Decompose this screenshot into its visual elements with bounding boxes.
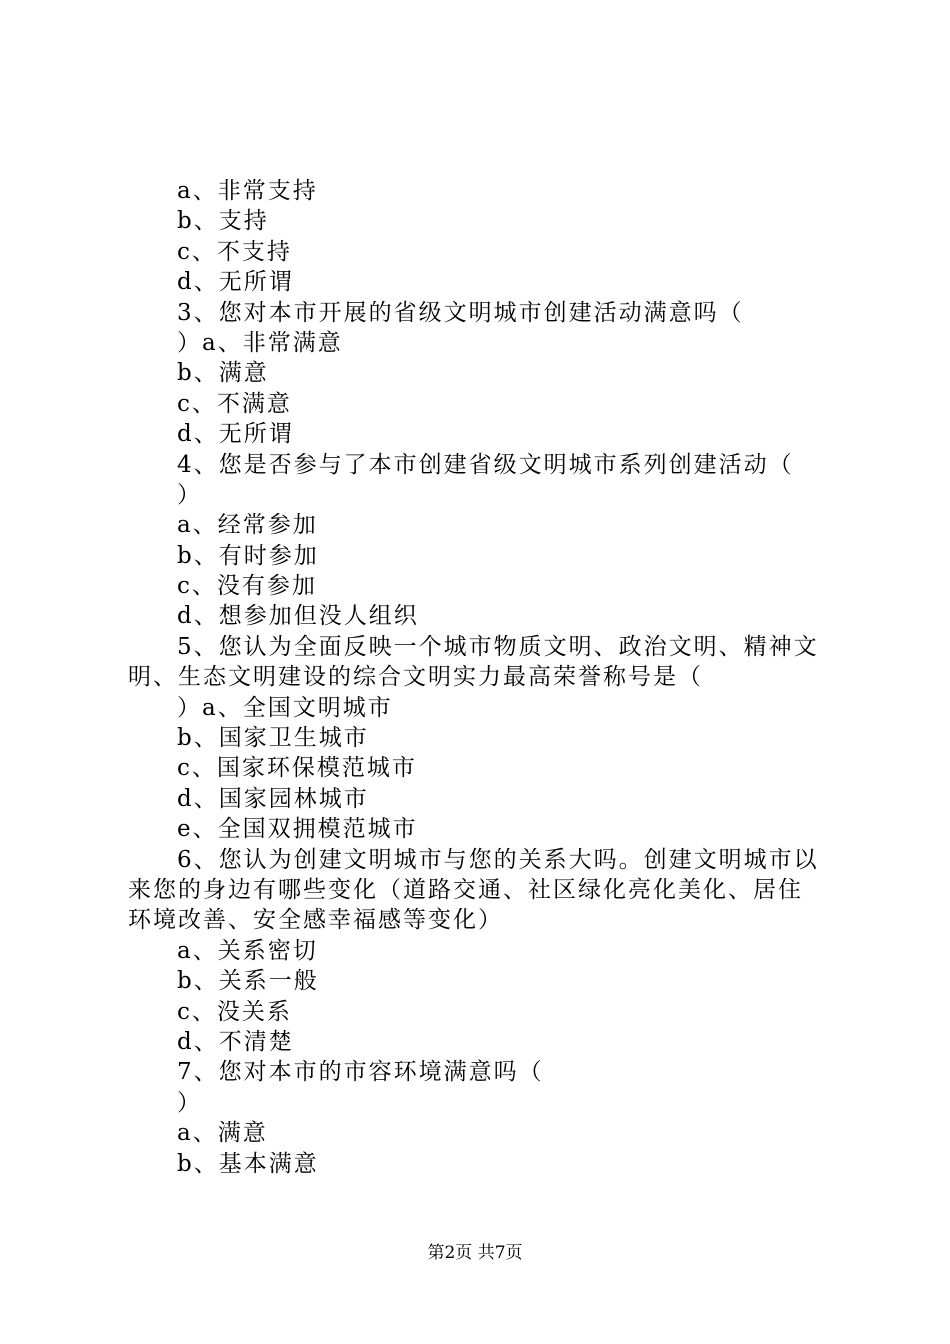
page-footer: 第2页 共7页 [427, 1243, 523, 1263]
text-line: b、有时参加 [177, 542, 319, 569]
text-line: d、无所谓 [177, 421, 294, 448]
text-line: ）a、全国文明城市 [177, 694, 393, 721]
text-line: b、国家卫生城市 [177, 725, 369, 752]
text-line: d、无所谓 [177, 269, 294, 296]
text-line: b、支持 [177, 208, 269, 235]
text-line: 来您的身边有哪些变化（道路交通、社区绿化亮化美化、居住 [128, 876, 803, 903]
text-line: a、非常支持 [177, 178, 318, 204]
text-line: d、不清楚 [177, 1028, 294, 1055]
text-line: 5、您认为全面反映一个城市物质文明、政治文明、精神文 [177, 633, 819, 660]
text-line: 4、您是否参与了本市创建省级文明城市系列创建活动（ [177, 451, 794, 478]
text-line: b、满意 [177, 360, 269, 387]
text-line: c、没有参加 [177, 573, 317, 600]
text-line: c、国家环保模范城市 [177, 755, 417, 782]
text-line: c、没关系 [177, 998, 292, 1025]
text-line: 明、生态文明建设的综合文明实力最高荣誉称号是（ [128, 664, 703, 691]
text-line: c、不满意 [177, 390, 292, 417]
text-line: a、关系密切 [177, 937, 318, 964]
text-line: e、全国双拥模范城市 [177, 816, 418, 843]
text-line: c、不支持 [177, 238, 292, 265]
text-line: d、想参加但没人组织 [177, 603, 419, 630]
text-line: b、关系一般 [177, 968, 319, 995]
text-line: 7、您对本市的市容环境满意吗（ [177, 1059, 544, 1086]
text-line: ）a、非常满意 [177, 329, 343, 356]
text-line: 6、您认为创建文明城市与您的关系大吗。创建文明城市以 [177, 846, 819, 873]
text-line: 环境改善、安全感幸福感等变化） [128, 907, 503, 934]
text-line: 3、您对本市开展的省级文明城市创建活动满意吗（ [177, 299, 744, 326]
text-line: d、国家园林城市 [177, 785, 369, 812]
text-line: ） [177, 481, 202, 508]
text-line: ） [177, 1089, 202, 1116]
text-line: a、满意 [177, 1120, 268, 1147]
text-line: b、基本满意 [177, 1150, 319, 1177]
document-body [128, 176, 834, 1179]
text-line: a、经常参加 [177, 512, 318, 539]
